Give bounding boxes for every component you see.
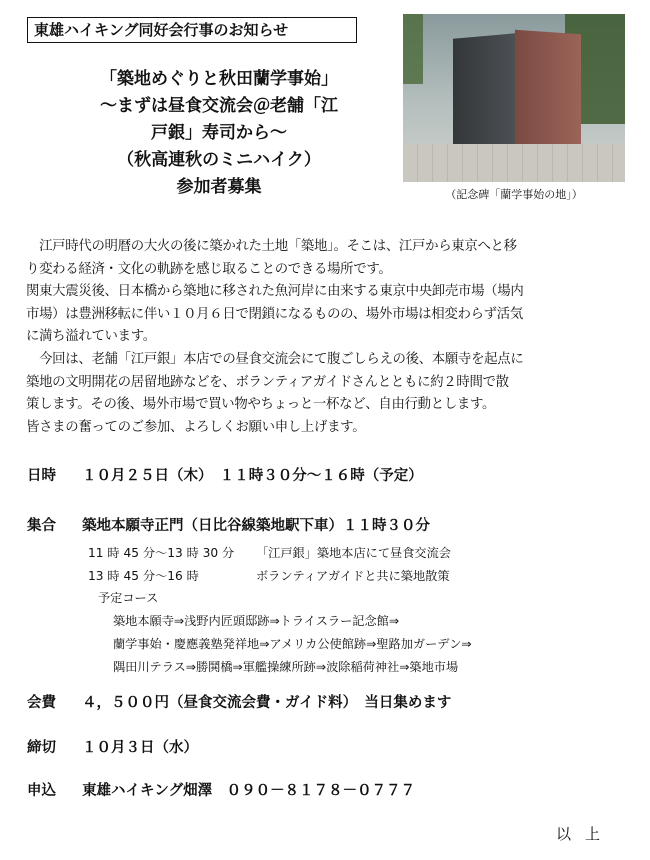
fee-label: 会費 [27,695,56,711]
title-line: ～まずは昼食交流会＠老舗「江 [100,96,338,116]
monument-slab-right [515,30,581,157]
datetime-value: １０月２５日（木） １１時３０分～１６時（予定） [82,468,423,484]
title-line: 「築地めぐりと秋田蘭学事始」 [100,69,338,89]
body-line: 市場）は豊洲移転に伴い１０月６日で閉鎖になるものの、場外市場は相変わらず活気 [26,306,523,322]
apply-label: 申込 [27,783,56,799]
schedule-activity: 「江戸銀」築地本店にて昼食交流会 [256,546,451,560]
apply-value: 東雄ハイキング畑澤 ０９０－８１７８－０７７７ [82,783,416,799]
body-line: 築地の文明開花の居留地跡などを、ボランティアガイドさんとともに約２時間で散 [26,374,509,390]
body-line: 江戸時代の明暦の大火の後に築かれた土地「築地」。そこは、江戸から東京へと移 [26,239,517,254]
meeting-label: 集合 [27,518,56,534]
body-line: 関東大震災後、日本橋から築地に移された魚河岸に由来する東京中央卸売市場（場内 [26,284,524,300]
description-body [26,236,626,439]
fee-value: ４，５００円（昼食交流会費・ガイド料） 当日集めます [82,695,452,711]
course-line: 築地本願寺⇒浅野内匠頭邸跡⇒トライスラー記念館⇒ [113,614,400,628]
title-line: （秋高連秋のミニハイク） [117,150,321,170]
meeting-value: 築地本願寺正門（日比谷線築地駅下車）１１時３０分 [82,518,431,534]
body-line: り変わる経済・文化の軌跡を感じ取ることのできる場所です。 [26,261,392,277]
fee-row [27,691,451,712]
apply-row [27,779,415,800]
tree-shape [403,14,423,84]
schedule-item [88,542,451,564]
title-line: 戸銀」寿司から～ [151,123,287,143]
notice-title: 東雄ハイキング同好会行事のお知らせ [27,17,357,43]
body-line: に満ち溢れています。 [26,329,156,345]
monument-photo [403,14,625,182]
deadline-row [27,736,198,757]
datetime-row [27,464,423,485]
event-title [34,66,404,201]
body-line: 皆さまの奮ってのご参加、よろしくお願い申し上げます。 [26,419,366,435]
meeting-row [27,514,430,535]
schedule-item [88,565,450,587]
course-label: 予定コース [98,591,159,605]
deadline-value: １０月３日（水） [82,740,199,756]
closing-mark: 以上 [555,825,614,843]
photo-caption: （記念碑「蘭学事始の地」） [445,188,583,201]
schedule-time: 13 時 45 分～16 時 [88,569,199,583]
monument-slab-left [453,33,515,156]
title-line: 参加者募集 [176,177,262,197]
schedule-time: 11 時 45 分～13 時 30 分 [88,546,235,560]
course-line: 隅田川テラス⇒勝鬨橋⇒軍艦操練所跡⇒波除稲荷神社⇒築地市場 [113,660,459,674]
schedule-activity: ボランティアガイドと共に築地散策 [256,569,450,583]
body-line: 策します。その後、場外市場で買い物やちょっと一杯など、自由行動とします。 [26,397,496,413]
body-line: 今回は、老舗「江戸銀」本店での昼食交流会にて腹ごしらえの後、本願寺を起点に [26,351,524,367]
datetime-label: 日時 [27,468,56,484]
course-line: 蘭学事始・慶應義塾発祥地⇒アメリカ公使館跡⇒聖路加ガーデン⇒ [113,637,472,651]
deadline-label: 締切 [27,740,56,756]
paving-ground [403,144,625,182]
